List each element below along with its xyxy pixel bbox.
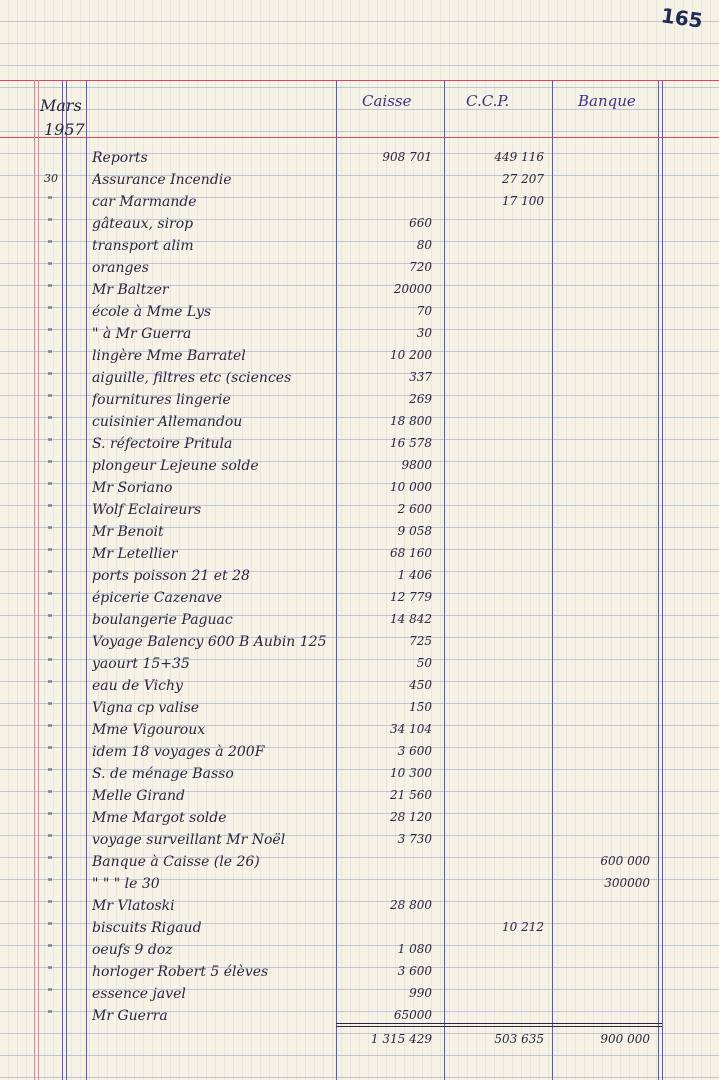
ledger-row xyxy=(0,502,719,524)
ledger-row xyxy=(0,568,719,590)
row-date-mark: 30 xyxy=(44,172,58,185)
ledger-row xyxy=(0,216,719,238)
row-date-mark: " xyxy=(47,986,53,999)
row-ccp: 17 100 xyxy=(502,194,544,208)
row-date-mark: " xyxy=(47,524,53,537)
row-date-mark: " xyxy=(47,700,53,713)
row-date-mark: " xyxy=(47,832,53,845)
ledger-row xyxy=(0,326,719,348)
total-ccp: 503 635 xyxy=(494,1032,544,1046)
header-rule-bottom xyxy=(0,137,719,138)
row-label: transport alim xyxy=(92,238,194,254)
row-caisse: 28 120 xyxy=(390,810,432,824)
ledger-row xyxy=(0,920,719,942)
row-caisse: 337 xyxy=(409,370,432,384)
row-label: Mr Benoit xyxy=(92,524,164,540)
row-date-mark: " xyxy=(47,216,53,229)
row-label: Reports xyxy=(92,150,148,166)
ledger-row xyxy=(0,150,719,172)
row-label: Mr Soriano xyxy=(92,480,173,496)
total-rule xyxy=(336,1023,662,1024)
header-rule-top xyxy=(0,80,719,81)
row-date-mark: " xyxy=(47,238,53,251)
ledger-row xyxy=(0,898,719,920)
ledger-row xyxy=(0,260,719,282)
ledger-row xyxy=(0,810,719,832)
row-label: Mr Baltzer xyxy=(92,282,169,298)
ledger-row xyxy=(0,458,719,480)
row-label: aiguille, filtres etc (sciences xyxy=(92,370,292,386)
row-date-mark: " xyxy=(47,260,53,273)
row-ccp: 27 207 xyxy=(502,172,544,186)
row-caisse: 2 600 xyxy=(397,502,432,516)
ledger-row xyxy=(0,942,719,964)
row-label: Melle Girand xyxy=(92,788,185,804)
row-caisse: 10 200 xyxy=(390,348,432,362)
page-number: 165 xyxy=(659,3,705,33)
row-caisse: 660 xyxy=(409,216,432,230)
row-caisse: 18 800 xyxy=(390,414,432,428)
row-caisse: 68 160 xyxy=(390,546,432,560)
row-date-mark: " xyxy=(47,942,53,955)
row-caisse: 10 300 xyxy=(390,766,432,780)
ledger-row xyxy=(0,678,719,700)
row-label: essence javel xyxy=(92,986,186,1002)
row-date-mark: " xyxy=(47,590,53,603)
row-banque: 300000 xyxy=(604,876,650,890)
ledger-row xyxy=(0,238,719,260)
row-caisse: 1 080 xyxy=(397,942,432,956)
ledger-row xyxy=(0,722,719,744)
row-label: oeufs 9 doz xyxy=(92,942,173,958)
row-caisse: 720 xyxy=(409,260,432,274)
ledger-row xyxy=(0,348,719,370)
row-date-mark: " xyxy=(47,348,53,361)
row-date-mark: " xyxy=(47,612,53,625)
row-label: école à Mme Lys xyxy=(92,304,212,320)
row-label: Banque à Caisse (le 26) xyxy=(92,854,260,870)
row-date-mark: " xyxy=(47,458,53,471)
row-label: " à Mr Guerra xyxy=(92,326,192,342)
row-caisse: 450 xyxy=(409,678,432,692)
row-date-mark: " xyxy=(47,304,53,317)
ledger-row xyxy=(0,788,719,810)
row-date-mark: " xyxy=(47,788,53,801)
row-label: S. de ménage Basso xyxy=(92,766,234,782)
row-date-mark: " xyxy=(47,568,53,581)
row-caisse: 14 842 xyxy=(390,612,432,626)
row-date-mark: " xyxy=(47,370,53,383)
row-label: Wolf Eclaireurs xyxy=(92,502,202,518)
year-label: 1957 xyxy=(44,120,85,139)
row-date-mark: " xyxy=(47,876,53,889)
row-caisse: 3 600 xyxy=(397,964,432,978)
row-date-mark: " xyxy=(47,964,53,977)
ledger-row xyxy=(0,700,719,722)
row-caisse: 150 xyxy=(409,700,432,714)
row-caisse: 28 800 xyxy=(390,898,432,912)
row-label: Mme Vigouroux xyxy=(92,722,206,738)
total-caisse: 1 315 429 xyxy=(370,1032,432,1046)
row-label: " " " le 30 xyxy=(92,876,160,892)
row-caisse: 269 xyxy=(409,392,432,406)
month-label: Mars xyxy=(40,96,82,115)
row-label: Mme Margot solde xyxy=(92,810,227,826)
row-label: épicerie Cazenave xyxy=(92,590,223,606)
ledger-row xyxy=(0,766,719,788)
ledger-row xyxy=(0,524,719,546)
row-caisse: 9800 xyxy=(401,458,432,472)
row-caisse: 80 xyxy=(416,238,432,252)
row-label: gâteaux, sirop xyxy=(92,216,194,232)
row-label: voyage surveillant Mr Noël xyxy=(92,832,286,848)
ledger-row xyxy=(0,590,719,612)
row-label: ports poisson 21 et 28 xyxy=(92,568,250,584)
row-caisse: 12 779 xyxy=(390,590,432,604)
row-label: oranges xyxy=(92,260,149,276)
row-label: Mr Vlatoski xyxy=(92,898,175,914)
ledger-row xyxy=(0,414,719,436)
row-date-mark: " xyxy=(47,546,53,559)
ledger-row xyxy=(0,832,719,854)
ledger-row xyxy=(0,304,719,326)
ledger-row xyxy=(0,744,719,766)
row-label: fournitures lingerie xyxy=(92,392,231,408)
ledger-row xyxy=(0,612,719,634)
ledger-row xyxy=(0,392,719,414)
ledger-row xyxy=(0,480,719,502)
ledger-row xyxy=(0,172,719,194)
row-caisse: 10 000 xyxy=(390,480,432,494)
row-caisse: 3 600 xyxy=(397,744,432,758)
row-date-mark: " xyxy=(47,1008,53,1021)
column-header-ccp: C.C.P. xyxy=(466,92,510,110)
ledger-row xyxy=(0,964,719,986)
row-label: eau de Vichy xyxy=(92,678,183,694)
row-banque: 600 000 xyxy=(600,854,650,868)
ledger-row xyxy=(0,986,719,1008)
row-date-mark: " xyxy=(47,722,53,735)
row-label: plongeur Lejeune solde xyxy=(92,458,259,474)
row-caisse: 20000 xyxy=(393,282,432,296)
row-date-mark: " xyxy=(47,392,53,405)
row-caisse: 1 406 xyxy=(397,568,432,582)
row-date-mark: " xyxy=(47,480,53,493)
row-date-mark: " xyxy=(47,634,53,647)
row-date-mark: " xyxy=(47,898,53,911)
row-label: lingère Mme Barratel xyxy=(92,348,246,364)
row-date-mark: " xyxy=(47,920,53,933)
row-label: car Marmande xyxy=(92,194,197,210)
row-caisse: 990 xyxy=(409,986,432,1000)
row-caisse: 908 701 xyxy=(382,150,432,164)
row-date-mark: " xyxy=(47,678,53,691)
row-label: biscuits Rigaud xyxy=(92,920,202,936)
row-caisse: 3 730 xyxy=(397,832,432,846)
row-label: Assurance Incendie xyxy=(92,172,232,188)
ledger-row xyxy=(0,876,719,898)
ledger-row xyxy=(0,194,719,216)
row-label: horloger Robert 5 élèves xyxy=(92,964,269,980)
row-caisse: 21 560 xyxy=(390,788,432,802)
row-label: idem 18 voyages à 200F xyxy=(92,744,265,760)
column-header-caisse: Caisse xyxy=(362,92,412,110)
row-date-mark: " xyxy=(47,414,53,427)
row-caisse: 70 xyxy=(416,304,432,318)
ledger-row xyxy=(0,546,719,568)
row-date-mark: " xyxy=(47,326,53,339)
ledger-row xyxy=(0,282,719,304)
row-label: boulangerie Paguac xyxy=(92,612,233,628)
row-label: Vigna cp valise xyxy=(92,700,200,716)
row-label: S. réfectoire Pritula xyxy=(92,436,233,452)
row-date-mark: " xyxy=(47,436,53,449)
row-date-mark: " xyxy=(47,656,53,669)
row-date-mark: " xyxy=(47,194,53,207)
ledger-row xyxy=(0,854,719,876)
row-date-mark: " xyxy=(47,744,53,757)
row-caisse: 9 058 xyxy=(397,524,432,538)
row-label: yaourt 15+35 xyxy=(92,656,190,672)
ledger-row xyxy=(0,370,719,392)
total-banque: 900 000 xyxy=(600,1032,650,1046)
column-header-banque: Banque xyxy=(578,92,636,110)
row-caisse: 725 xyxy=(409,634,432,648)
ledger-row xyxy=(0,634,719,656)
ledger-row xyxy=(0,656,719,678)
row-caisse: 50 xyxy=(416,656,432,670)
row-caisse: 30 xyxy=(416,326,432,340)
row-caisse: 16 578 xyxy=(390,436,432,450)
row-date-mark: " xyxy=(47,854,53,867)
row-caisse: 34 104 xyxy=(390,722,432,736)
row-ccp: 449 116 xyxy=(494,150,544,164)
ledger-row xyxy=(0,436,719,458)
row-label: Mr Letellier xyxy=(92,546,178,562)
row-label: Voyage Balency 600 B Aubin 125 xyxy=(92,634,327,650)
row-ccp: 10 212 xyxy=(502,920,544,934)
row-label: cuisinier Allemandou xyxy=(92,414,243,430)
row-date-mark: " xyxy=(47,282,53,295)
row-date-mark: " xyxy=(47,766,53,779)
row-date-mark: " xyxy=(47,502,53,515)
total-rule xyxy=(336,1026,662,1027)
row-caisse: 65000 xyxy=(393,1008,432,1022)
row-label: Mr Guerra xyxy=(92,1008,168,1024)
row-date-mark: " xyxy=(47,810,53,823)
